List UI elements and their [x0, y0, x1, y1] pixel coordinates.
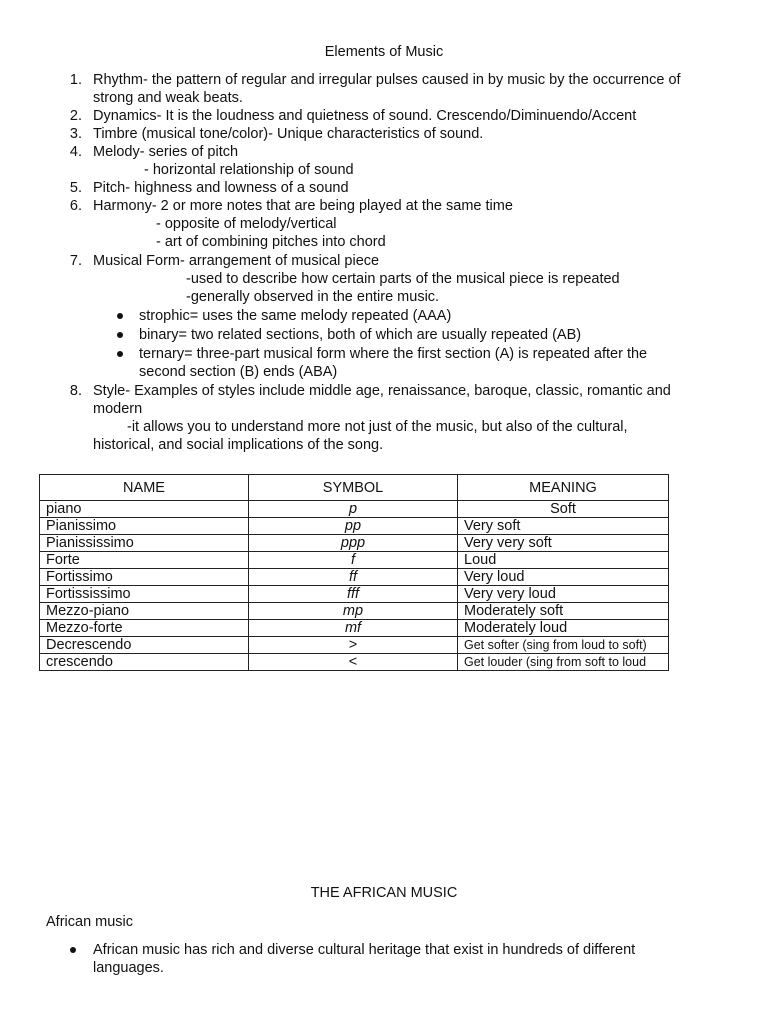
cell-name: crescendo: [40, 654, 249, 671]
table-row: [40, 518, 669, 535]
cell-meaning: Moderately soft: [458, 603, 669, 620]
section-subtitle: African music: [46, 914, 134, 930]
item-text-tail: historical, and social implications of the song.: [93, 437, 384, 453]
item-subtext: -used to describe how certain parts of the musical piece is repeated: [186, 271, 620, 287]
item-text-cont: strong and weak beats.: [93, 90, 243, 106]
item-number: 7.: [69, 253, 82, 269]
cell-symbol: ppp: [249, 535, 458, 552]
item-text-cont: modern: [93, 401, 143, 417]
column-header-symbol: SYMBOL: [249, 475, 458, 501]
cell-meaning: Loud: [458, 552, 669, 569]
bullet-text: ternary= three-part musical form where the first section (A) is repeated after the: [139, 346, 648, 362]
cell-name: Pianississimo: [40, 535, 249, 552]
bullet-icon: [117, 351, 123, 357]
cell-symbol: >: [249, 637, 458, 654]
table-row: [40, 535, 669, 552]
item-text: Melody- series of pitch: [93, 144, 239, 160]
cell-symbol: ff: [249, 569, 458, 586]
item-number: 3.: [69, 126, 82, 142]
table-header-row: [40, 475, 669, 501]
cell-meaning: Get louder (sing from soft to loud: [458, 654, 669, 671]
cell-name: Mezzo-forte: [40, 620, 249, 637]
cell-meaning: Very very soft: [458, 535, 669, 552]
item-number: 2.: [69, 108, 82, 124]
cell-name: piano: [40, 501, 249, 518]
cell-name: Pianissimo: [40, 518, 249, 535]
cell-meaning: Very very loud: [458, 586, 669, 603]
item-text: Musical Form- arrangement of musical piece: [93, 253, 380, 269]
cell-name: Fortississimo: [40, 586, 249, 603]
cell-meaning: Very soft: [458, 518, 669, 535]
cell-name: Forte: [40, 552, 249, 569]
bullet-text: African music has rich and diverse cultural heritage that exist in hundreds of different: [93, 942, 636, 958]
item-number: 8.: [69, 383, 82, 399]
page-title: Elements of Music: [324, 44, 444, 60]
bullet-icon: [70, 947, 76, 953]
cell-name: Decrescendo: [40, 637, 249, 654]
bullet-text-cont: languages.: [93, 960, 164, 976]
table-row: [40, 501, 669, 518]
cell-symbol: <: [249, 654, 458, 671]
item-number: 4.: [69, 144, 82, 160]
cell-symbol: fff: [249, 586, 458, 603]
bullet-icon: [117, 332, 123, 338]
item-text: Rhythm- the pattern of regular and irregular pulses caused in by music by the occurrence of: [93, 72, 681, 88]
cell-meaning: Get softer (sing from loud to soft): [458, 637, 669, 654]
table-row: [40, 637, 669, 654]
item-number: 6.: [69, 198, 82, 214]
table-row: [40, 620, 669, 637]
item-text: Timbre (musical tone/color)- Unique characteristics of sound.: [93, 126, 484, 142]
bullet-text: binary= two related sections, both of which are usually repeated (AB): [139, 327, 582, 343]
cell-symbol: p: [249, 501, 458, 518]
item-subtext: -generally observed in the entire music.: [186, 289, 440, 305]
cell-meaning: Very loud: [458, 569, 669, 586]
table-row: [40, 603, 669, 620]
item-text: Dynamics- It is the loudness and quietness of sound. Crescendo/Diminuendo/Accent: [93, 108, 637, 124]
cell-symbol: mf: [249, 620, 458, 637]
bullet-text: strophic= uses the same melody repeated (AAA): [139, 308, 452, 324]
item-text: Pitch- highness and lowness of a sound: [93, 180, 349, 196]
item-text: Style- Examples of styles include middle age, renaissance, baroque, classic, romantic and: [93, 383, 671, 399]
cell-meaning: Soft: [458, 501, 669, 518]
item-number: 1.: [69, 72, 82, 88]
section-title: THE AFRICAN MUSIC: [310, 885, 458, 901]
item-text: Harmony- 2 or more notes that are being played at the same time: [93, 198, 513, 214]
cell-symbol: mp: [249, 603, 458, 620]
table-row: [40, 654, 669, 671]
item-subtext: - horizontal relationship of sound: [144, 162, 354, 178]
item-subtext: - art of combining pitches into chord: [156, 234, 386, 250]
bullet-text-cont: second section (B) ends (ABA): [139, 364, 338, 380]
table-row: [40, 552, 669, 569]
column-header-meaning: MEANING: [458, 475, 669, 501]
cell-symbol: pp: [249, 518, 458, 535]
cell-name: Fortissimo: [40, 569, 249, 586]
item-subtext: -it allows you to understand more not just of the music, but also of the cultural,: [127, 419, 628, 435]
cell-name: Mezzo-piano: [40, 603, 249, 620]
table-row: [40, 569, 669, 586]
item-subtext: - opposite of melody/vertical: [156, 216, 337, 232]
column-header-name: NAME: [40, 475, 249, 501]
bullet-icon: [117, 313, 123, 319]
dynamics-table: [39, 474, 669, 671]
item-number: 5.: [69, 180, 82, 196]
cell-symbol: f: [249, 552, 458, 569]
cell-meaning: Moderately loud: [458, 620, 669, 637]
table-row: [40, 586, 669, 603]
